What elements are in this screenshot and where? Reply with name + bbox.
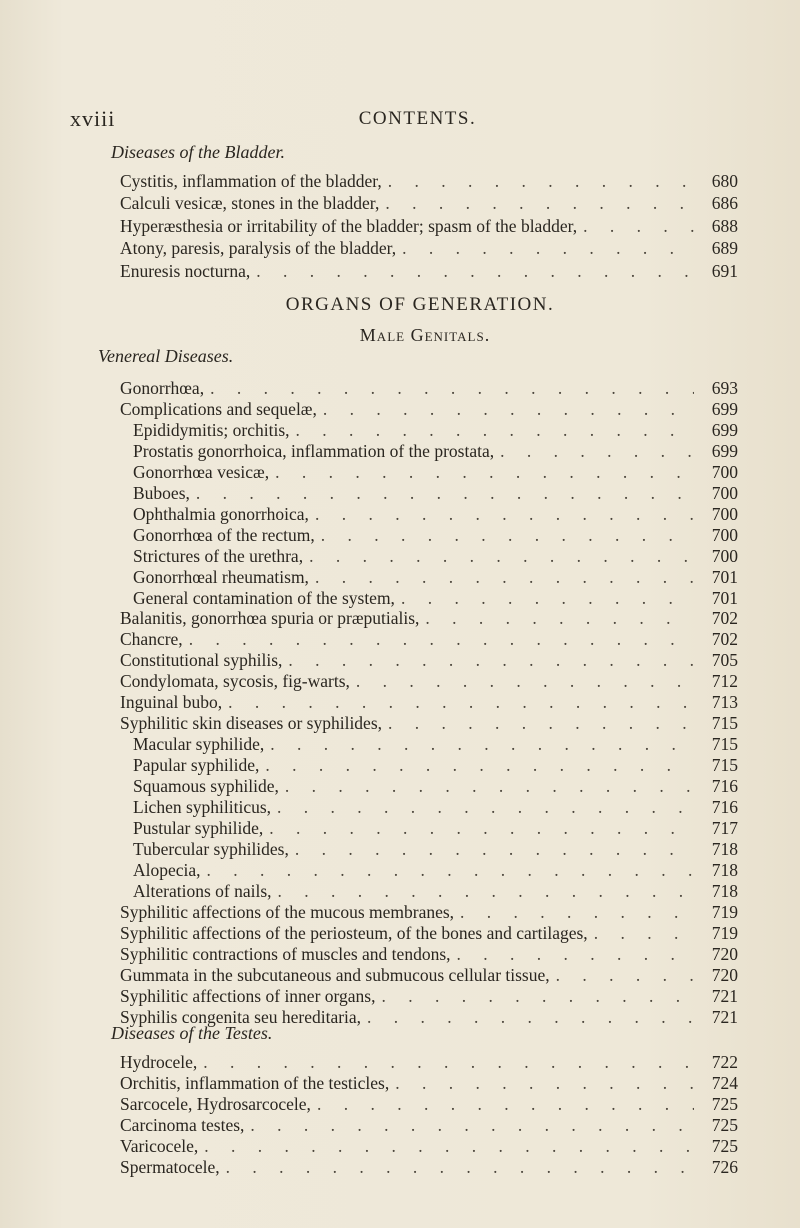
- entry-page-number: 715: [711, 755, 738, 776]
- entry-page-number: 718: [711, 838, 738, 859]
- dot-leader: [226, 1156, 694, 1178]
- dot-leader: [594, 922, 694, 944]
- toc-entry: [120, 377, 738, 399]
- entry-page-number: 716: [711, 797, 738, 817]
- entry-page-number: 716: [711, 776, 738, 797]
- entry-page-number: 722: [711, 1052, 738, 1072]
- dot-leader: [317, 1093, 694, 1115]
- toc-entry: [120, 1114, 738, 1136]
- dot-leader: [269, 817, 694, 839]
- entry-page-number: 721: [711, 1006, 738, 1027]
- dot-leader: [367, 1006, 694, 1028]
- entry-page-number: 700: [711, 503, 738, 524]
- toc-entry: [133, 587, 738, 609]
- toc-entry: [133, 754, 738, 776]
- entry-title: Pustular syphilide,: [133, 817, 264, 838]
- toc-entry: [120, 691, 738, 713]
- entry-title: Alterations of nails,: [133, 880, 272, 901]
- entry-page-number: 720: [711, 943, 738, 964]
- entry-title: Cystitis, inflammation of the bladder,: [120, 171, 382, 191]
- dot-leader: [556, 964, 694, 986]
- toc-entry: [133, 733, 738, 755]
- entry-title: Syphilitic skin diseases or syphilides,: [120, 713, 383, 734]
- dot-leader: [189, 628, 694, 650]
- entry-title: Prostatis gonorrhoica, inflammation of the prostata,: [133, 440, 495, 461]
- dot-leader: [270, 733, 694, 755]
- entry-page-number: 680: [711, 171, 738, 191]
- entry-title: Sarcocele, Hydrosarcocele,: [120, 1094, 311, 1114]
- entry-title: Condylomata, sycosis, fig-warts,: [120, 671, 350, 692]
- toc-entry: [120, 170, 738, 192]
- entry-title: Buboes,: [133, 482, 190, 503]
- dot-leader: [356, 670, 694, 692]
- dot-leader: [382, 985, 695, 1007]
- dot-leader: [402, 237, 694, 259]
- entry-title: Syphilitic affections of the mucous membranes,: [120, 901, 455, 922]
- dot-leader: [250, 1114, 694, 1136]
- toc-entry: [133, 524, 738, 546]
- entry-page-number: 715: [711, 734, 738, 755]
- toc-entry: [133, 817, 738, 839]
- entry-title: Epididymitis; orchitis,: [133, 419, 290, 440]
- bladder-heading: Diseases of the Bladder.: [111, 142, 285, 162]
- toc-entry: [120, 607, 738, 629]
- dot-leader: [425, 607, 694, 629]
- entry-page-number: 725: [711, 1136, 738, 1156]
- entry-page-number: 688: [711, 215, 738, 236]
- toc-entry: [120, 670, 738, 692]
- dot-leader: [460, 901, 694, 923]
- organs-title: ORGANS OF GENERATION.: [285, 294, 555, 315]
- dot-leader: [309, 545, 694, 567]
- entry-page-number: 700: [711, 461, 738, 482]
- dot-leader: [256, 260, 694, 282]
- entry-title: Squamous syphilide,: [133, 776, 279, 797]
- entry-title: Inguinal bubo,: [120, 692, 223, 713]
- entry-page-number: 721: [711, 985, 738, 1006]
- entry-title: Papular syphilide,: [133, 755, 260, 776]
- toc-entry: [120, 398, 738, 420]
- entry-page-number: 718: [711, 880, 738, 901]
- toc-entry: [120, 901, 738, 923]
- dot-leader: [295, 838, 694, 860]
- entry-page-number: 699: [711, 398, 738, 419]
- dot-leader: [203, 1051, 694, 1073]
- entry-title: Hydrocele,: [120, 1052, 198, 1072]
- toc-entry: [120, 964, 738, 986]
- entry-title: Hyperæsthesia or irritability of the bladder; spasm of the bladder,: [120, 215, 578, 236]
- toc-entry: [120, 1051, 738, 1073]
- entry-title: Syphilitic affections of the periosteum, of the bones and cartilages,: [120, 922, 588, 943]
- entry-title: Complications and sequelæ,: [120, 398, 317, 419]
- toc-entry: [120, 192, 738, 214]
- entry-title: Gonorrhœa,: [120, 378, 205, 398]
- entry-title: Lichen syphiliticus,: [133, 797, 272, 817]
- dot-leader: [288, 649, 694, 671]
- entry-page-number: 725: [711, 1094, 738, 1114]
- entry-page-number: 700: [711, 482, 738, 503]
- entry-title: Chancre,: [120, 629, 183, 650]
- entry-title: Syphilitic contractions of muscles and tendons,: [120, 943, 451, 964]
- entry-title: Gonorrhœa vesicæ,: [133, 461, 270, 482]
- entry-page-number: 701: [711, 587, 738, 608]
- toc-entry: [120, 922, 738, 944]
- entry-page-number: 686: [711, 193, 738, 214]
- entry-page-number: 702: [711, 608, 738, 629]
- toc-entry: [133, 796, 738, 818]
- dot-leader: [323, 398, 694, 420]
- dot-leader: [285, 775, 694, 797]
- toc-entry: [120, 215, 738, 237]
- toc-entry: [120, 1093, 738, 1115]
- toc-entry: [133, 566, 738, 588]
- toc-entry: [133, 880, 738, 902]
- entry-title: Syphilis congenita seu hereditaria,: [120, 1006, 362, 1027]
- entry-title: Constitutional syphilis,: [120, 650, 283, 671]
- entry-title: General contamination of the system,: [133, 587, 395, 608]
- dot-leader: [321, 524, 694, 546]
- entry-page-number: 689: [711, 238, 738, 259]
- dot-leader: [278, 880, 694, 902]
- entry-page-number: 700: [711, 524, 738, 545]
- toc-entry: [120, 237, 738, 259]
- entry-title: Strictures of the urethra,: [133, 545, 304, 566]
- dot-leader: [385, 192, 694, 214]
- entry-title: Orchitis, inflammation of the testicles,: [120, 1073, 390, 1093]
- entry-page-number: 705: [711, 650, 738, 671]
- entry-page-number: 712: [711, 671, 738, 692]
- running-title: CONTENTS.: [358, 108, 477, 129]
- dot-leader: [275, 461, 694, 483]
- dot-leader: [500, 440, 694, 462]
- entry-title: Gonorrhœa of the rectum,: [133, 524, 315, 545]
- dot-leader: [296, 419, 694, 441]
- dot-leader: [196, 482, 694, 504]
- entry-title: Ophthalmia gonorrhoica,: [133, 503, 309, 524]
- toc-entry: [120, 649, 738, 671]
- entry-title: Enuresis nocturna,: [120, 260, 251, 281]
- entry-title: Atony, paresis, paralysis of the bladder,: [120, 238, 397, 259]
- entry-page-number: 699: [711, 440, 738, 461]
- toc-entry: [133, 419, 738, 441]
- toc-entry: [120, 1135, 738, 1157]
- toc-entry: [133, 545, 738, 567]
- entry-page-number: 699: [711, 419, 738, 440]
- dot-leader: [265, 754, 694, 776]
- dot-leader: [207, 859, 694, 881]
- entry-page-number: 726: [711, 1157, 738, 1177]
- entry-title: Tubercular syphilides,: [133, 838, 289, 859]
- entry-page-number: 724: [711, 1073, 738, 1093]
- page-folio: xviii: [70, 106, 116, 131]
- entry-title: Macular syphilide,: [133, 734, 265, 755]
- dot-leader: [388, 712, 694, 734]
- entry-page-number: 691: [711, 260, 738, 281]
- dot-leader: [401, 587, 694, 609]
- dot-leader: [210, 377, 694, 399]
- entry-page-number: 702: [711, 629, 738, 650]
- entry-title: Alopecia,: [133, 859, 201, 880]
- entry-page-number: 717: [711, 817, 738, 838]
- toc-entry: [133, 503, 738, 525]
- dot-leader: [315, 503, 694, 525]
- toc-entry: [133, 838, 738, 860]
- dot-leader: [583, 215, 694, 237]
- toc-entry: [120, 985, 738, 1007]
- entry-page-number: 715: [711, 713, 738, 734]
- entry-page-number: 718: [711, 859, 738, 880]
- toc-entry: [133, 461, 738, 483]
- toc-entry: [133, 440, 738, 462]
- dot-leader: [395, 1072, 694, 1094]
- toc-entry: [120, 1156, 738, 1178]
- entry-page-number: 719: [711, 922, 738, 943]
- entry-page-number: 725: [711, 1115, 738, 1135]
- dot-leader: [388, 170, 694, 192]
- entry-title: Carcinoma testes,: [120, 1115, 245, 1135]
- toc-entry: [120, 712, 738, 734]
- toc-entry: [133, 482, 738, 504]
- dot-leader: [457, 943, 694, 965]
- entry-title: Spermatocele,: [120, 1157, 220, 1177]
- male-genitals-title: Male Genitals.: [359, 325, 491, 345]
- entry-page-number: 719: [711, 901, 738, 922]
- entry-page-number: 693: [711, 378, 738, 398]
- toc-entry: [120, 260, 738, 282]
- toc-entry: [133, 859, 738, 881]
- dot-leader: [315, 566, 694, 588]
- testes-heading: Diseases of the Testes.: [111, 1023, 273, 1043]
- entry-title: Gonorrhœal rheumatism,: [133, 566, 309, 587]
- venereal-heading: Venereal Diseases.: [98, 346, 234, 366]
- toc-entry: [120, 943, 738, 965]
- toc-entry: [133, 775, 738, 797]
- toc-entry: [120, 628, 738, 650]
- entry-title: Gummata in the subcutaneous and submucous cellular tissue,: [120, 964, 550, 985]
- entry-page-number: 720: [711, 964, 738, 985]
- entry-title: Syphilitic affections of inner organs,: [120, 985, 376, 1006]
- entry-page-number: 713: [711, 692, 738, 713]
- dot-leader: [228, 691, 694, 713]
- dot-leader: [204, 1135, 694, 1157]
- toc-entry: [120, 1072, 738, 1094]
- entry-page-number: 700: [711, 545, 738, 566]
- entry-title: Calculi vesicæ, stones in the bladder,: [120, 193, 380, 214]
- running-head: [70, 106, 725, 136]
- entry-title: Balanitis, gonorrhœa spuria or præputialis,: [120, 608, 420, 629]
- entry-page-number: 701: [711, 566, 738, 587]
- entry-title: Varicocele,: [120, 1136, 199, 1156]
- dot-leader: [277, 796, 694, 818]
